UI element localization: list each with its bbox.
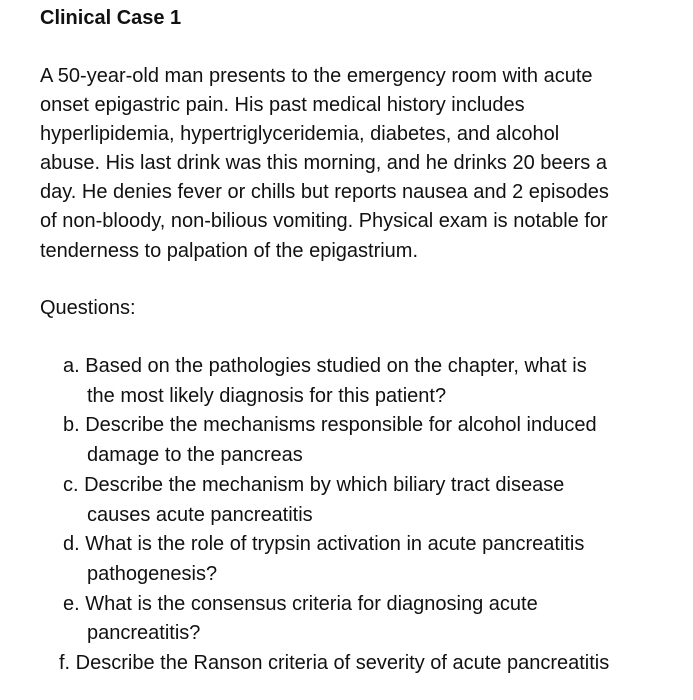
questions-list <box>59 352 683 679</box>
question-text-continued: pathogenesis? <box>87 562 218 585</box>
question-text: a. Based on the pathologies studied on the chapter, what is <box>63 355 587 377</box>
question-text: d. What is the role of trypsin activation in acute pancreatitis <box>63 533 585 556</box>
case-description-line: of non-bloody, non-bilious vomiting. Physical exam is notable for <box>40 210 608 233</box>
case-description-line: tenderness to palpation of the epigastrium. <box>40 239 419 262</box>
question-text-continued: causes acute pancreatitis <box>87 503 313 526</box>
question-item-b <box>63 411 683 470</box>
question-text: b. Describe the mechanisms responsible for alcohol induced <box>63 414 597 437</box>
document-title: Clinical Case 1 <box>40 7 182 29</box>
question-text-continued: pancreatitis? <box>87 622 201 645</box>
questions-heading: Questions: <box>40 297 136 319</box>
case-description-line: hyperlipidemia, hypertriglyceridemia, diabetes, and alcohol <box>40 123 560 146</box>
case-description-line: onset epigastric pain. His past medical history includes <box>40 94 525 117</box>
question-text: f. Describe the Ranson criteria of severity of acute pancreatitis <box>59 652 610 675</box>
case-description-line: A 50-year-old man presents to the emergency room with acute <box>40 65 593 87</box>
question-item-e <box>63 590 683 649</box>
question-text: e. What is the consensus criteria for diagnosing acute <box>63 592 538 615</box>
question-text: c. Describe the mechanism by which biliary tract disease <box>63 473 565 496</box>
question-text-continued: the most likely diagnosis for this patient? <box>87 384 447 407</box>
question-item-c <box>63 471 683 530</box>
case-description-line: abuse. His last drink was this morning, and he drinks 20 beers a <box>40 152 607 175</box>
question-item-a <box>63 352 683 411</box>
case-description-line: day. He denies fever or chills but reports nausea and 2 episodes <box>40 181 609 204</box>
case-description <box>40 62 680 266</box>
question-item-f <box>59 649 683 679</box>
question-text-continued: damage to the pancreas <box>87 444 303 467</box>
question-item-d <box>63 530 683 589</box>
